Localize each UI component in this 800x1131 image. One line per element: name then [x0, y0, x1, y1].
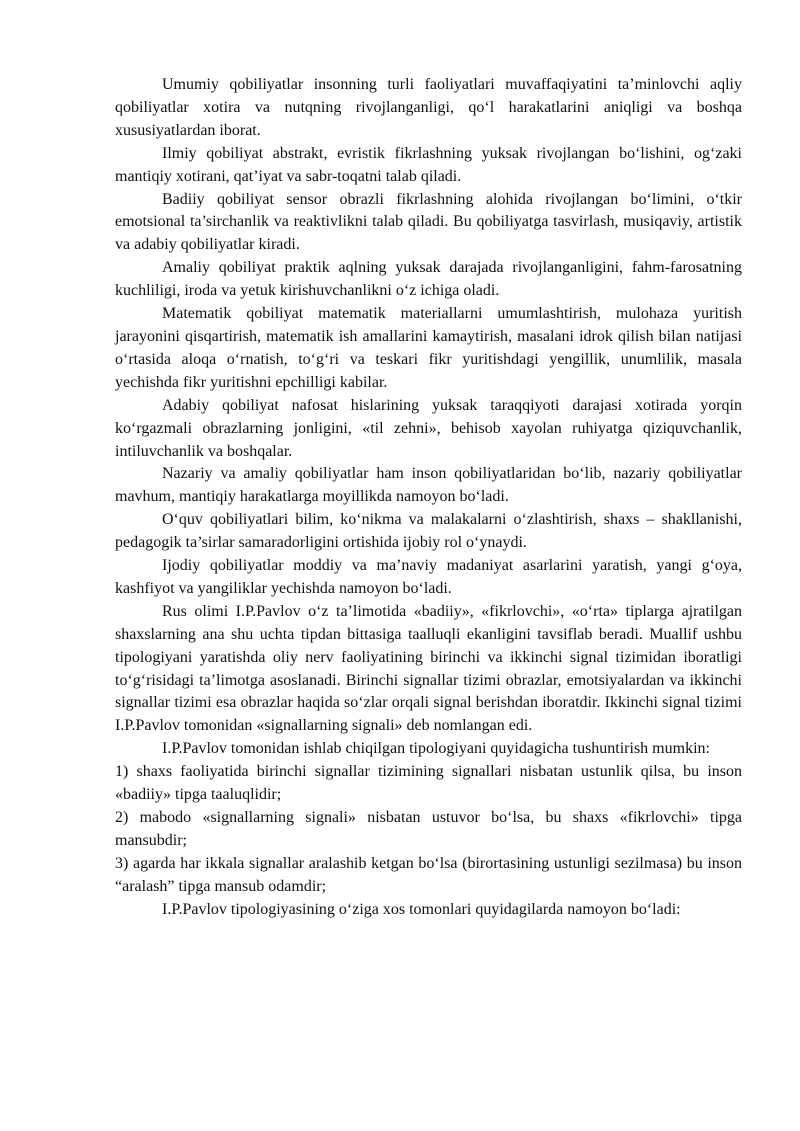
document-page — [115, 74, 742, 922]
list-item-thinking-type: 2) mabodo «signallarning signali» nisbatan ustuvor bo‘lsa, bu shaxs «fikrlovchi» tipga mansubdir; — [115, 809, 742, 849]
paragraph-literary-ability: Adabiy qobiliyat nafosat hislarining yuksak taraqqiyoti darajasi xotirada yorqin ko‘rgazmali obrazlarning jonligini, «til zehni», behisob xayolan ruhiyatga qiziquvchanlik, intiluvchanlik va boshqalar. — [115, 396, 742, 460]
paragraph-learning-abilities: O‘quv qobiliyatlari bilim, ko‘nikma va malakalarni o‘zlashtirish, shaxs – shakllanishi, pedagogik ta’sirlar samaradorligini ortishida ijobiy rol o‘ynaydi. — [115, 511, 742, 552]
paragraph-closing: I.P.Pavlov tipologiyasining o‘ziga xos tomonlari quyidagilarda namoyon bo‘ladi: — [162, 900, 681, 918]
paragraph-general-abilities: Umumiy qobiliyatlar insonning turli faoliyatlari muvaffaqiyatini ta’minlovchi aqliy qobiliyatlar xotira va nutqning rivojlanganligi, qo‘l harakatlarini aniqligi va boshqa xususiyatlardan iborat. — [115, 76, 742, 139]
paragraph-pavlov-intro: I.P.Pavlov tomonidan ishlab chiqilgan tipologiyani quyidagicha tushuntirish mumkin: — [162, 740, 710, 758]
paragraph-scientific-ability: Ilmiy qobiliyat abstrakt, evristik fikrlashning yuksak rivojlangan bo‘lishini, og‘zaki mantiqiy xotirani, qat’iyat va sabr-toqatni talab qiladi. — [115, 144, 742, 185]
paragraph-creative-abilities: Ijodiy qobiliyatlar moddiy va ma’naviy madaniyat asarlarini yaratish, yangi g‘oya, kashfiyot va yangiliklar yechishda namoyon bo‘ladi. — [115, 557, 742, 597]
paragraph-artistic-ability: Badiiy qobiliyat sensor obrazli fikrlashning alohida rivojlangan bo‘limini, o‘tkir emotsional ta’sirchanlik va reaktivlikni talab qiladi. Bu qobiliyatga tasvirlash, musiqaviy, artistik va adabiy qobiliyatlar kiradi. — [115, 190, 742, 254]
list-item-artistic-type: 1) shaxs faoliyatida birinchi signallar tizimining signallari nisbatan ustunlik qilsa, bu inson «badiiy» tipga taaluqlidir; — [115, 763, 742, 804]
paragraph-pavlov-typology: Rus olimi I.P.Pavlov o‘z ta’limotida «badiiy», «fikrlovchi», «o‘rta» tiplarga ajratilgan shaxslarning ana shu uchta tipdan bittasiga taalluqli ekanligini tavsiflab beradi. Muallif ushbu tipologiyani yaratishda oliy nerv faoliyatining birinchi va ikkinchi signal tizimidan iboratligi to‘g‘risidagi ta’limotga asoslanadi. Birinchi signallar tizimi obrazlar, emotsiyalardan va ikkinchi signallar tizimi esa obrazlar haqida so‘zlar orqali signal berishdan iboratdir. Ikkinchi signal tizimi I.P.Pavlov tomonidan «signallarning signali» deb nomlangan edi. — [115, 602, 742, 735]
list-item-mixed-type: 3) agarda har ikkala signallar aralashib ketgan bo‘lsa (birortasining ustunligi sezilmasa) bu inson “aralash” tipga mansub odamdir; — [115, 854, 742, 895]
paragraph-theoretical-practical: Nazariy va amaliy qobiliyatlar ham inson qobiliyatlaridan bo‘lib, nazariy qobiliyatlar mavhum, mantiqiy harakatlarga moyillikda namoyon bo‘ladi. — [115, 465, 742, 506]
paragraph-mathematical-ability: Matematik qobiliyat matematik materiallarni umumlashtirish, mulohaza yuritish jarayonini qisqartirish, matematik ish amallarini kamaytirish, masalani idrok qilish bilan natijasi o‘rtasida aloqa o‘rnatish, to‘g‘ri va teskari fikr yuritishdagi yengillik, unumlilik, masala yechishda fikr yuritishni epchilligi kabilar. — [115, 305, 742, 391]
paragraph-practical-ability: Amaliy qobiliyat praktik aqlning yuksak darajada rivojlanganligini, fahm-farosatning kuchliligi, iroda va yetuk kirishuvchanlikni o‘z ichiga oladi. — [115, 259, 742, 300]
